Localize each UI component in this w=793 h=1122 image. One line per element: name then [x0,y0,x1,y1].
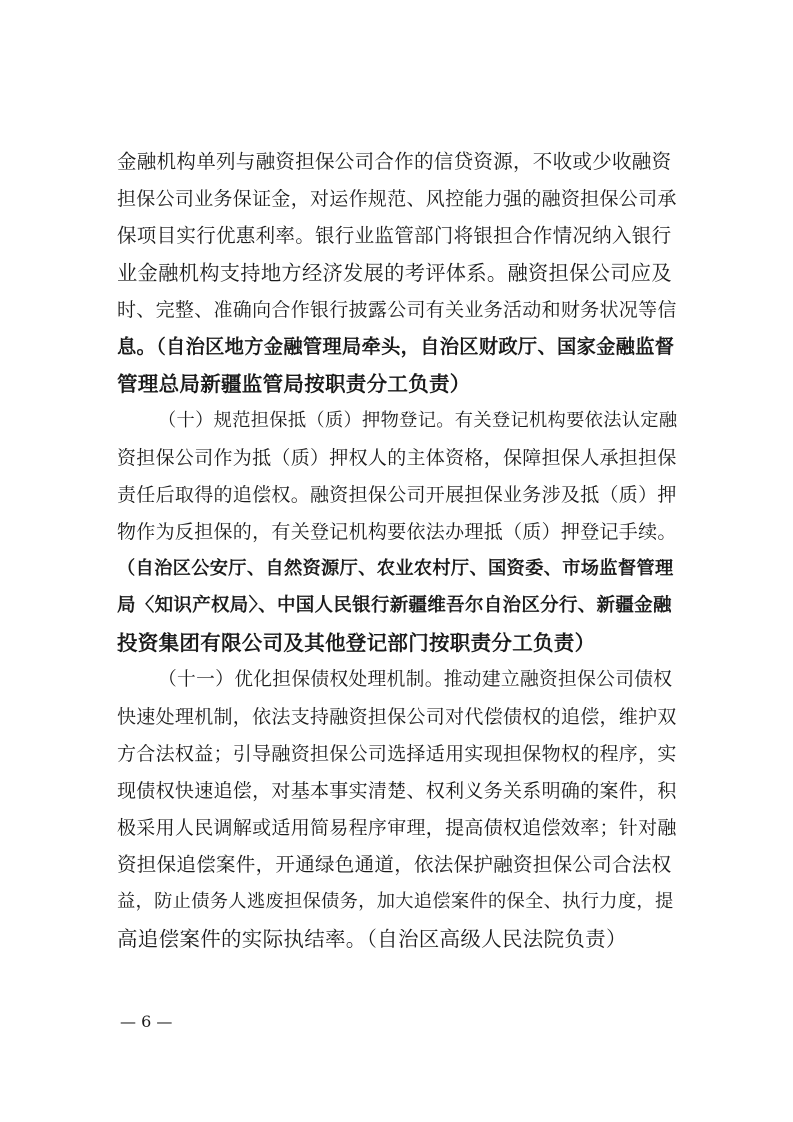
text-line-12: （自治区公安厅、自然资源厅、农业农村厅、国资委、市场监督管理 [117,558,674,579]
text-line-19: 极采用人民调解或适用简易程序审理，提高债权追偿效率；针对融 [117,817,677,839]
text-line-6: 息。（自治区地方金融管理局牵头，自治区财政厅、国家金融监督 [117,335,675,358]
text-line-9: 资担保公司作为抵（质）押权人的主体资格，保障担保人承担担保 [117,447,677,469]
text-line-11: 物作为反担保的，有关登记机构要依法办理抵（质）押登记手续。 [117,521,677,543]
text-line-1: 金融机构单列与融资担保公司合作的信贷资源，不收或少收融资 [117,150,672,173]
text-line-20: 资担保追偿案件，开通绿色通道，依法保护融资担保公司合法权 [117,853,672,876]
text-line-21: 益，防止债务人逃废担保债务，加大追偿案件的保全、执行力度，提 [117,891,674,912]
text-line-10: 责任后取得的追偿权。融资担保公司开展担保业务涉及抵（质）押 [117,484,677,506]
text-line-22: 高追偿案件的实际执结率。（自治区高级人民法院负责） [117,927,627,951]
text-line-13: 局〈知识产权局〉、中国人民银行新疆维吾尔自治区分行、新疆金融 [117,595,672,616]
text-line-14: 投资集团有限公司及其他登记部门按职责分工负责） [117,631,596,655]
text-line-7: 管理总局新疆监管局按职责分工负责） [117,372,471,396]
text-line-5: 时、完整、准确向合作银行披露公司有关业务活动和财务状况等信 [117,299,677,321]
section-heading-10: （十）规范担保抵（质）押物登记。有关登记机构要依法认定融 [158,410,678,431]
text-line-2: 担保公司业务保证金，对运作规范、风控能力强的融资担保公司承 [117,188,677,210]
text-line-17: 方合法权益；引导融资担保公司选择适用实现担保物权的程序，实 [117,743,677,765]
section-heading-11: （十一）优化担保债权处理机制。推动建立融资担保公司债权 [158,669,673,690]
page-number: — 6 — [120,1012,173,1031]
text-line-3: 保项目实行优惠利率。银行业监管部门将银担合作情况纳入银行 [117,224,672,247]
text-line-16: 快速处理机制，依法支持融资担保公司对代偿债权的追偿，维护双 [117,706,677,728]
text-line-4: 业金融机构支持地方经济发展的考评体系。融资担保公司应及 [117,261,672,285]
text-line-18: 现债权快速追偿，对基本事实清楚、权利义务关系明确的案件，积 [117,780,677,802]
